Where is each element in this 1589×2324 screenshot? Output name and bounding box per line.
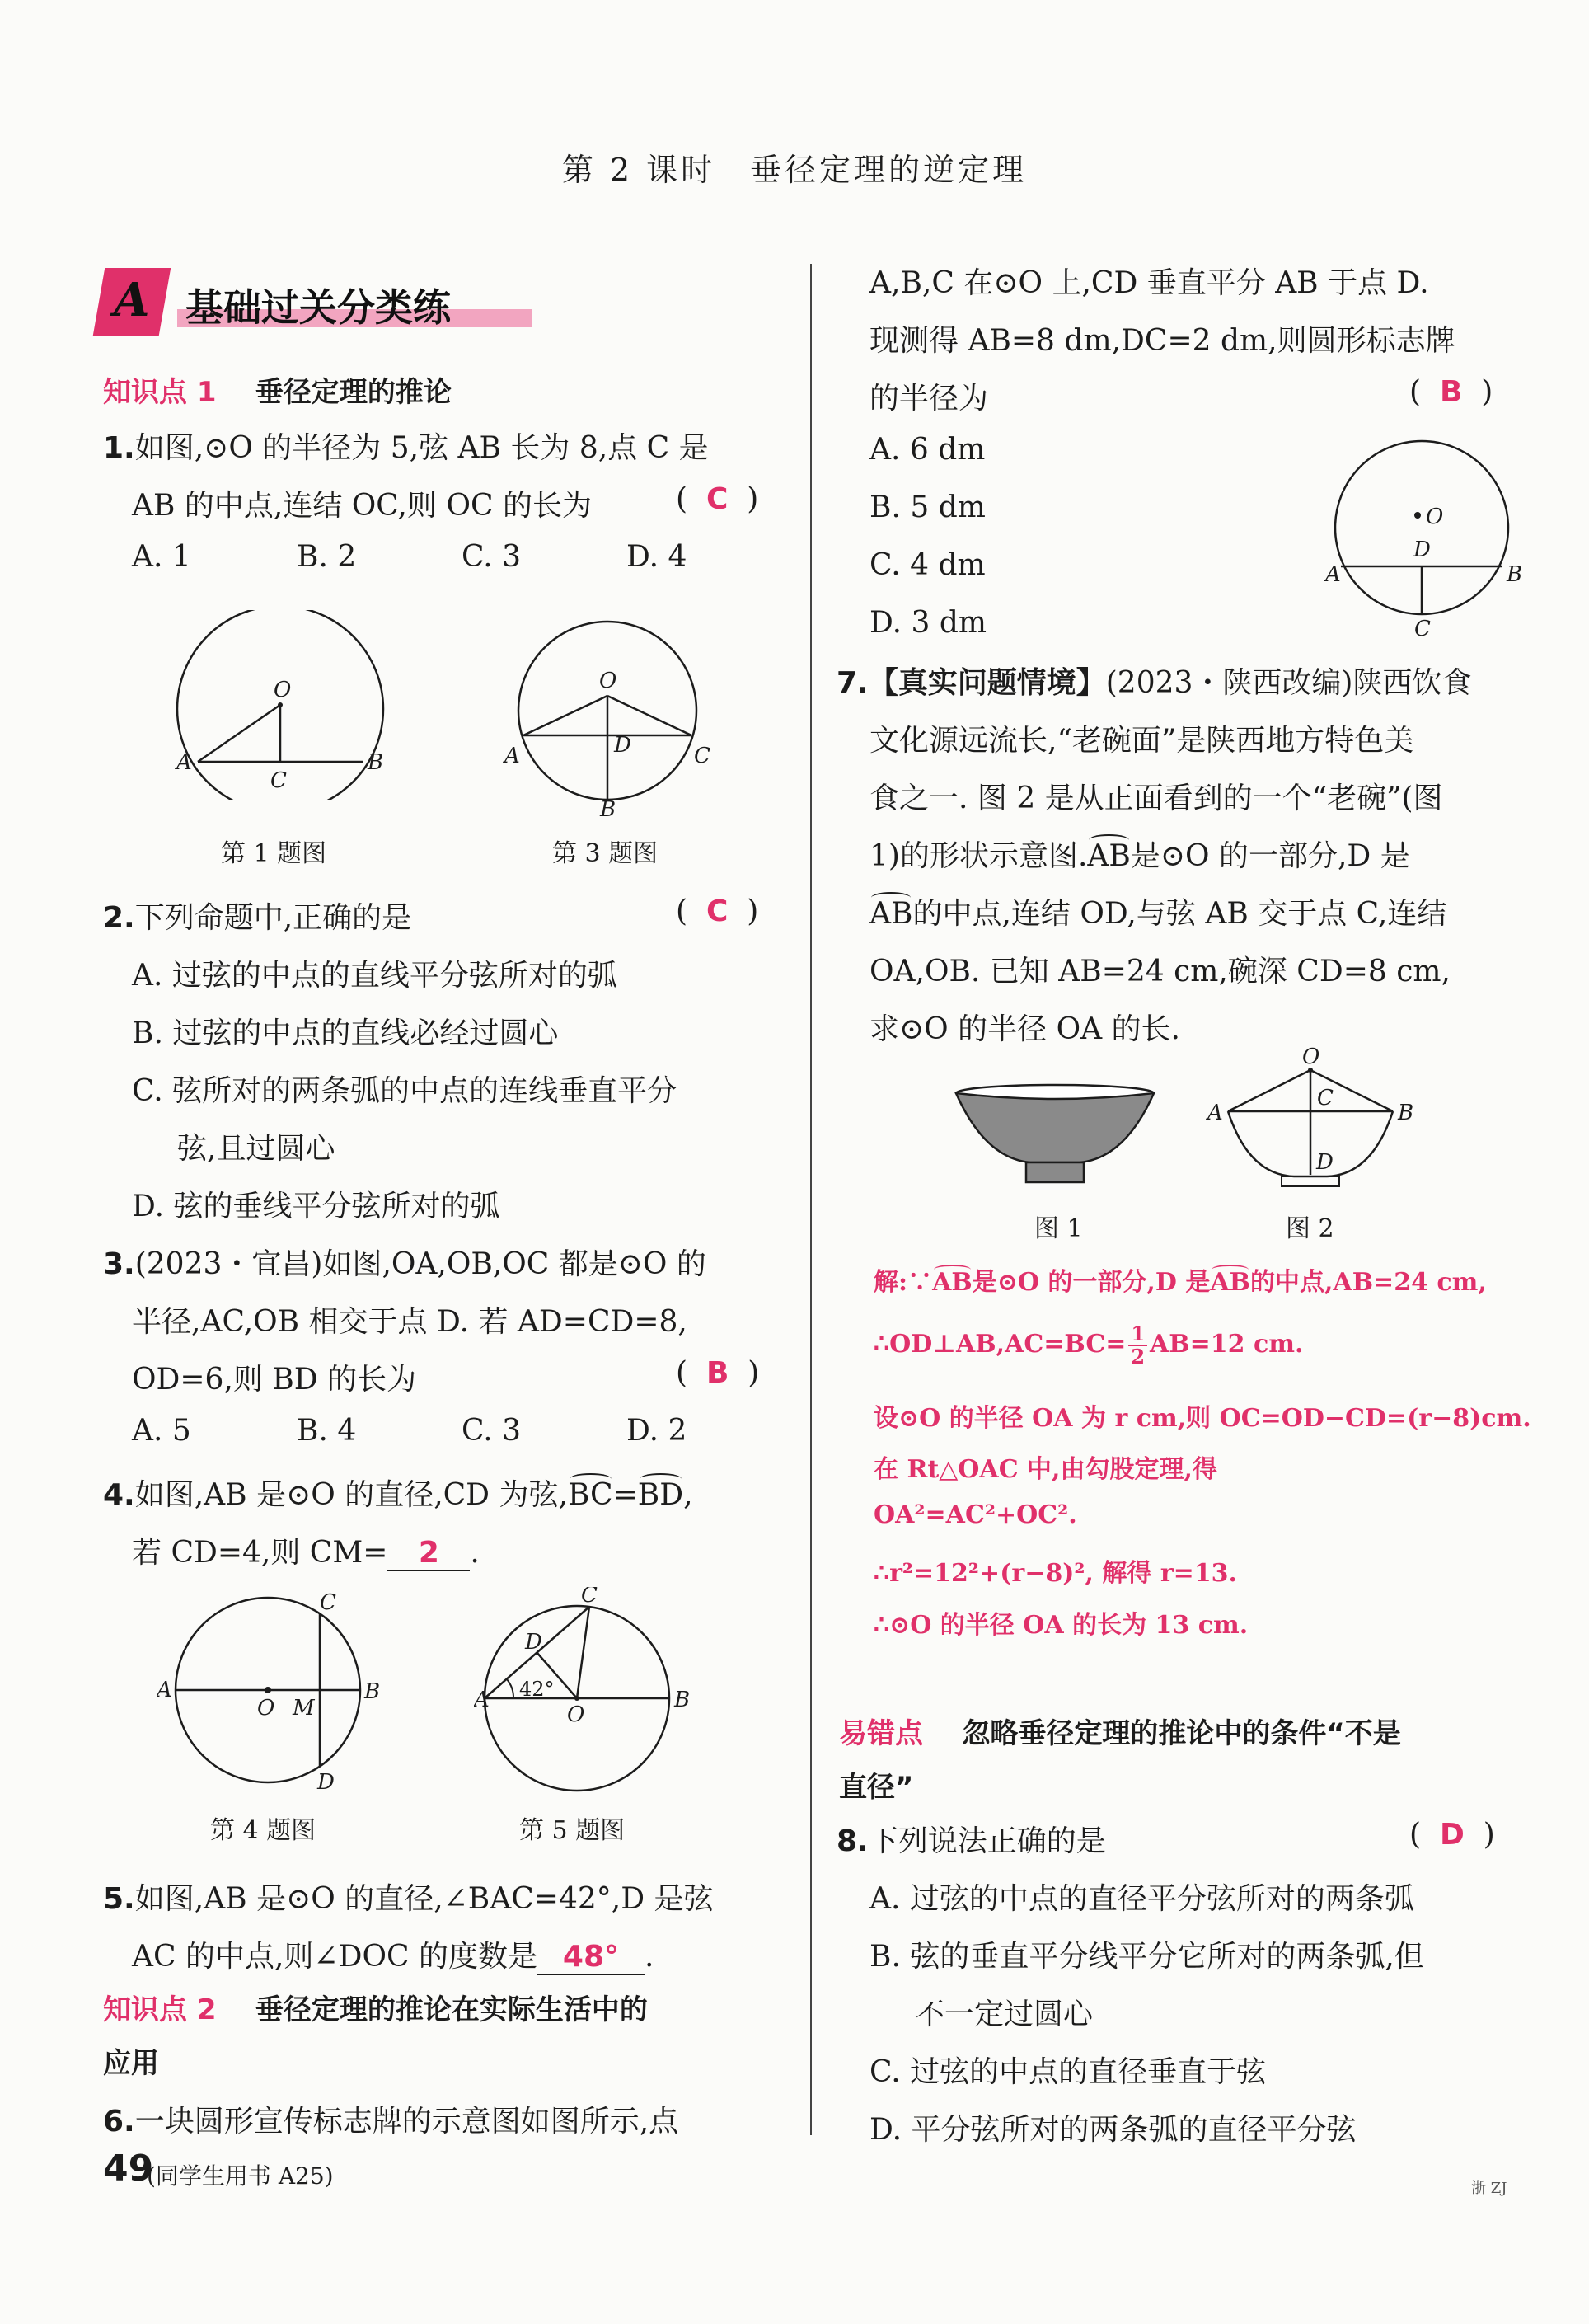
- svg-text:D: D: [525, 1630, 542, 1655]
- figure-1-caption: 第 1 题图: [221, 839, 327, 868]
- svg-text:O: O: [599, 669, 617, 693]
- svg-text:42°: 42°: [519, 1678, 555, 1701]
- svg-text:C: C: [320, 1591, 336, 1615]
- page-title: 第 2 课时 垂径定理的逆定理: [561, 152, 1028, 188]
- figure-caption-2: 图 2: [1286, 1214, 1334, 1243]
- svg-text:C: C: [694, 744, 710, 768]
- svg-text:C: C: [1317, 1086, 1334, 1110]
- svg-text:C: C: [1414, 617, 1431, 639]
- svg-text:C: C: [270, 768, 287, 793]
- figure-5-caption: 第 5 题图: [519, 1816, 626, 1845]
- option-d: D. 4: [626, 540, 687, 574]
- bowl-figure: [952, 1080, 1158, 1187]
- question-6-line1: 6.一块圆形宣传标志牌的示意图如图所示,点: [103, 2105, 679, 2139]
- section-badge: A: [114, 273, 150, 327]
- error-point: 易错点 忽略垂径定理的推论中的条件“不是: [839, 1717, 1401, 1750]
- answer-6: B: [1439, 375, 1463, 409]
- svg-text:D: D: [614, 733, 631, 758]
- svg-text:O: O: [567, 1702, 585, 1727]
- svg-text:O: O: [274, 678, 292, 702]
- option-b: B. 2: [297, 540, 357, 574]
- section-banner: [99, 268, 544, 336]
- answer-5: 48°: [562, 1940, 620, 1974]
- svg-text:O: O: [1302, 1047, 1320, 1069]
- svg-text:M: M: [293, 1696, 315, 1721]
- svg-text:O: O: [257, 1696, 275, 1721]
- error-point-line2: 直径”: [839, 1771, 914, 1804]
- page-number: 49: [103, 2148, 154, 2190]
- svg-text:B: B: [364, 1679, 381, 1704]
- svg-text:B: B: [674, 1688, 691, 1712]
- svg-text:O: O: [1426, 505, 1444, 529]
- svg-text:C: C: [581, 1587, 598, 1608]
- figure-5: [474, 1587, 705, 1793]
- svg-text:B: B: [600, 797, 616, 816]
- column-divider: [810, 264, 812, 2135]
- svg-text:B: B: [1507, 562, 1523, 587]
- section-title: 基础过关分类练: [185, 285, 451, 330]
- figure-6: [1319, 433, 1533, 639]
- svg-text:B: B: [1398, 1101, 1414, 1125]
- svg-text:A: A: [474, 1688, 490, 1712]
- figure-4-caption: 第 4 题图: [210, 1816, 316, 1845]
- svg-text:A: A: [1207, 1101, 1223, 1125]
- answer-1: C: [705, 482, 729, 516]
- svg-text:A: A: [1325, 562, 1341, 587]
- option-a: A. 1: [132, 540, 191, 574]
- answer-8: D: [1439, 1818, 1465, 1852]
- knowledge-point-1: 知识点 1 垂径定理的推论: [103, 376, 452, 409]
- knowledge-point-2-line2: 应用: [103, 2047, 159, 2080]
- answer-2: C: [705, 894, 729, 928]
- figure-caption-1: 图 1: [1034, 1214, 1083, 1243]
- svg-text:A: A: [176, 750, 192, 775]
- knowledge-point-2: 知识点 2 垂径定理的推论在实际生活中的: [103, 1993, 648, 2026]
- answer-4: 2: [418, 1536, 439, 1570]
- svg-text:D: D: [1316, 1150, 1334, 1175]
- footer-note: (同学生用书 A25): [147, 2162, 334, 2190]
- answer-3: B: [705, 1356, 729, 1390]
- bowl-diagram: [1187, 1047, 1434, 1195]
- svg-text:D: D: [1413, 538, 1431, 562]
- svg-text:A: A: [157, 1678, 172, 1702]
- svg-text:B: B: [368, 750, 384, 775]
- svg-text:A: A: [504, 744, 520, 768]
- figure-3: [503, 610, 717, 816]
- option-c: C. 3: [462, 540, 522, 574]
- figure-1: [165, 610, 404, 800]
- svg-text:D: D: [317, 1770, 335, 1795]
- figure-4: [157, 1591, 396, 1797]
- footer-code: 浙 ZJ: [1471, 2180, 1507, 2197]
- figure-3-caption: 第 3 题图: [552, 839, 659, 868]
